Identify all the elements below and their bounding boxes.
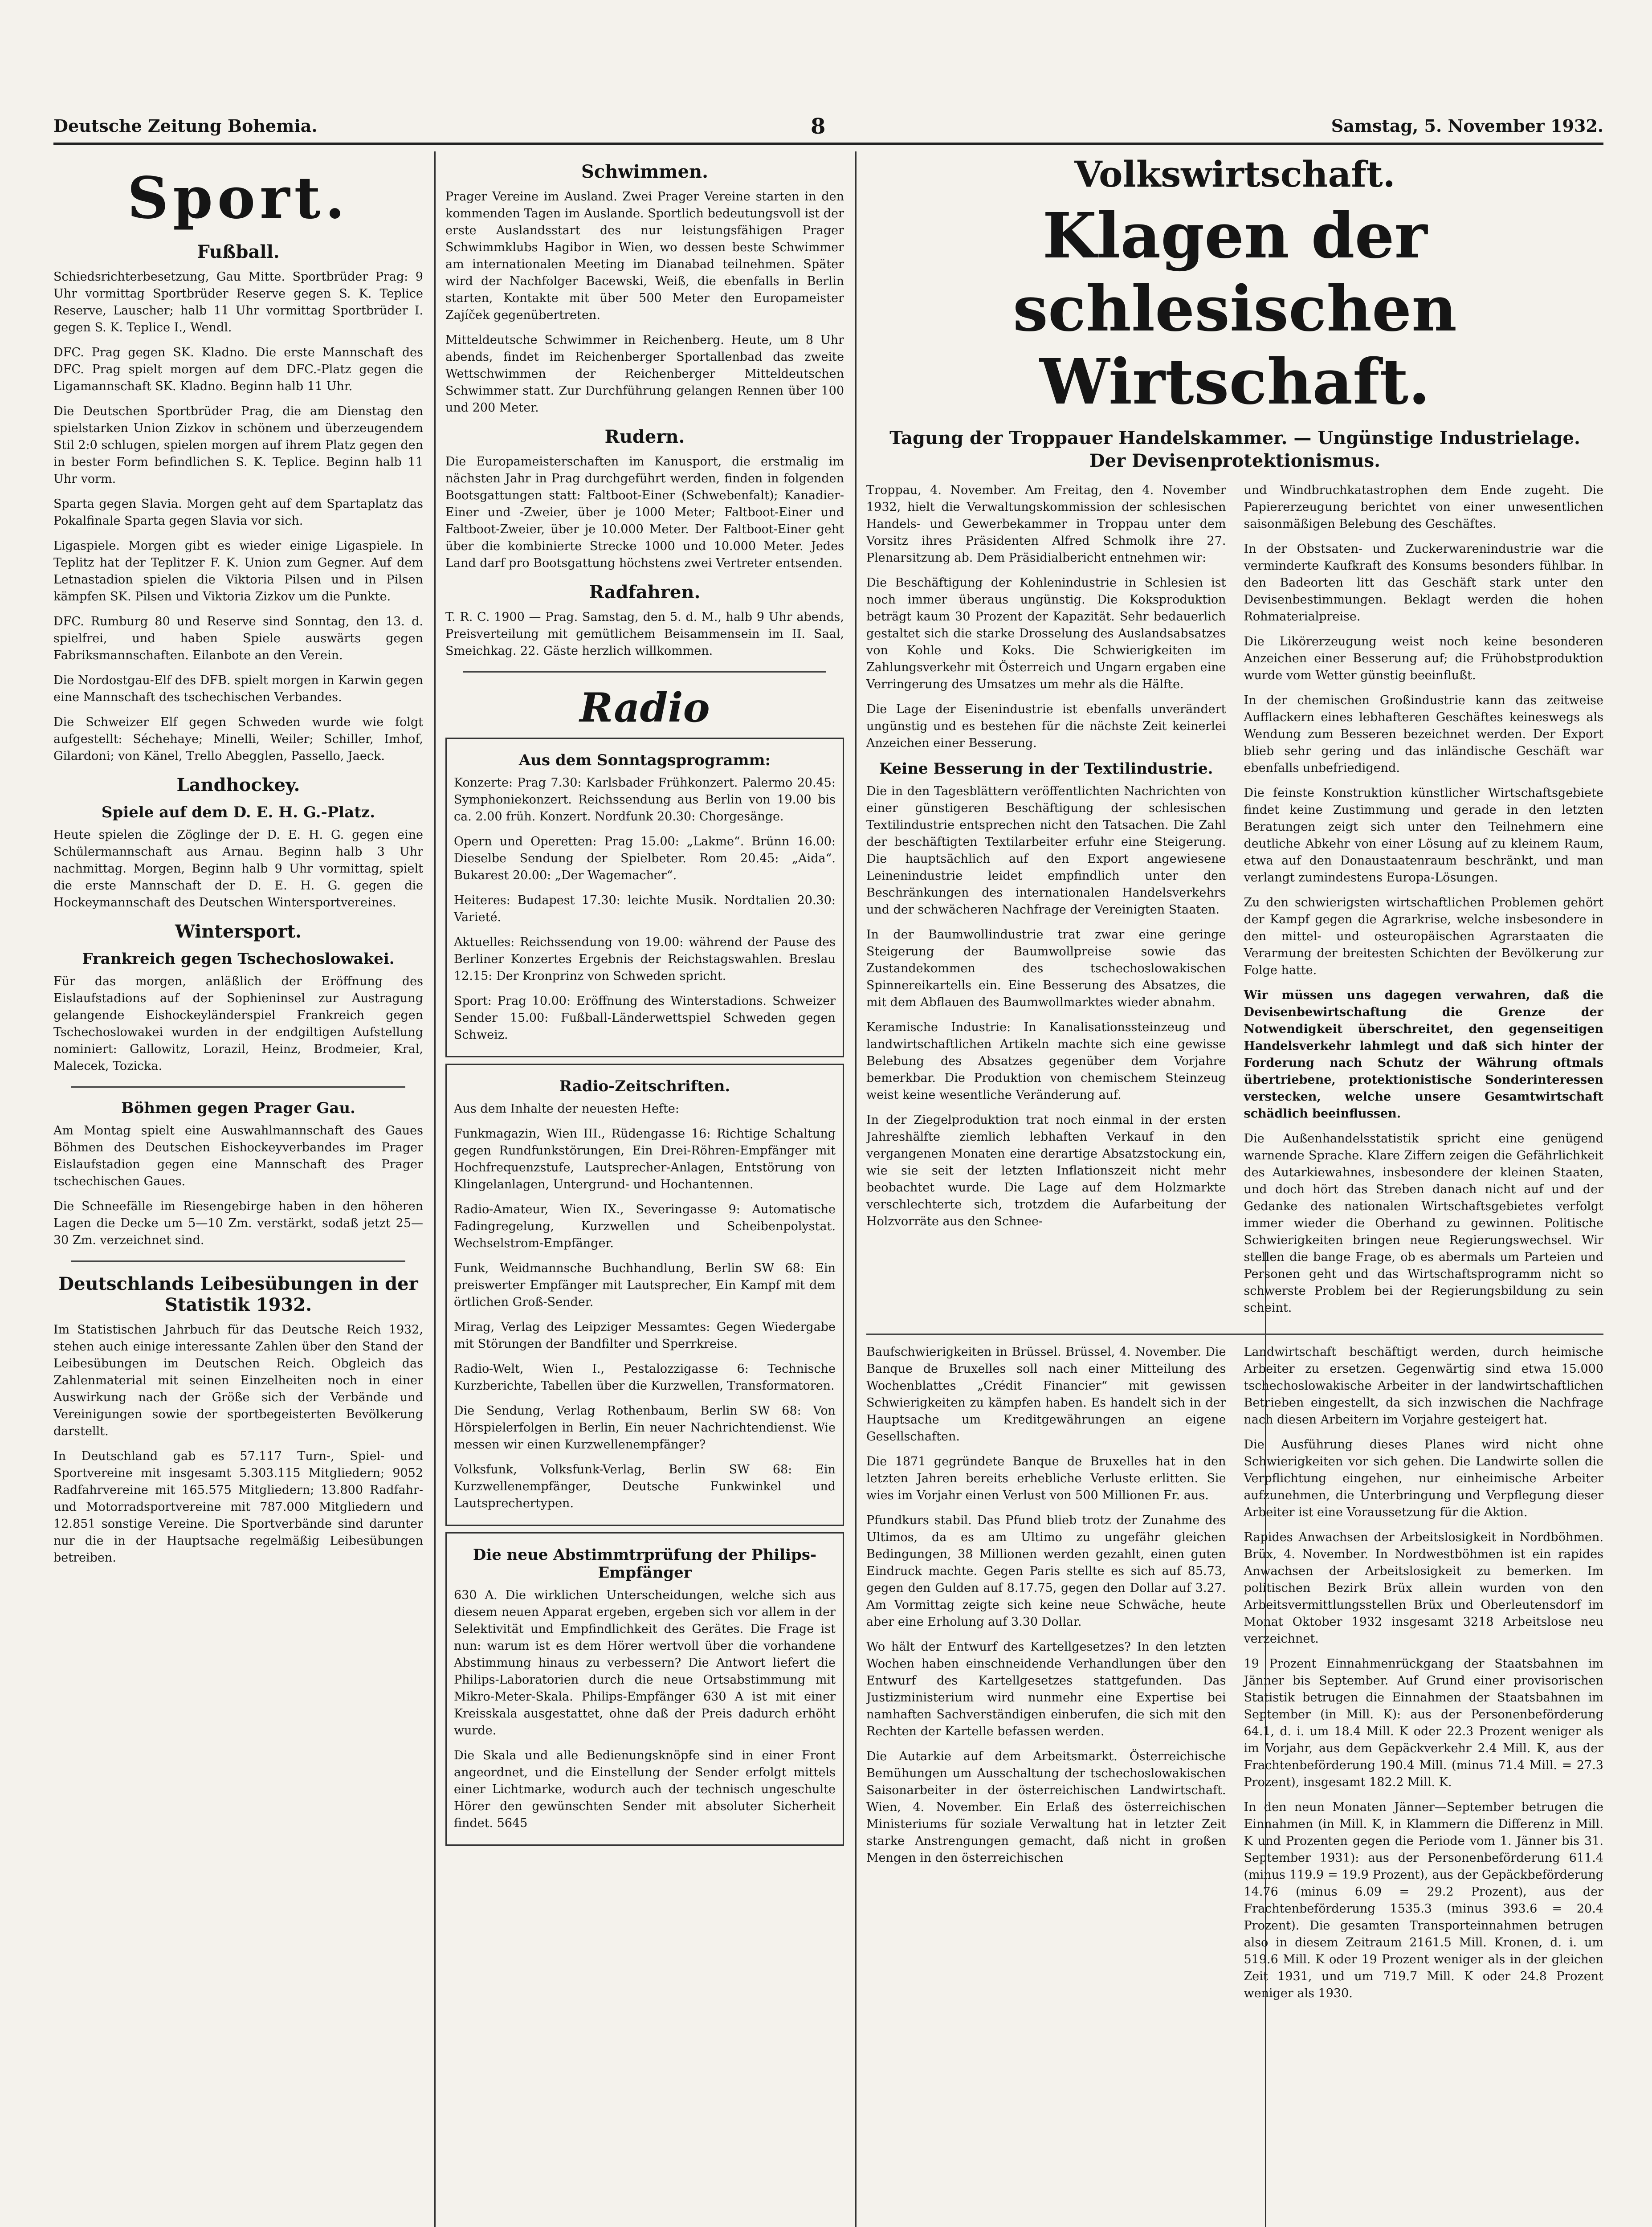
economy-subheadline: Tagung der Troppauer Handelskammer. — Ungünstige Industrielage. (889, 428, 1580, 449)
article-paragraph: 630 A. Die wirklichen Unterscheidungen, welche sich aus diesem neuen Apparat ergeben, ergeben sich vor allem in der Selektivität und Empfindlichkeit des Gerätes. Die Frage ist nun: warum ist es dem Hörer wertvoll über die vorhandene Abstimmung hinaus zu verbessern? Die Antwort liefert die Philips-Laboratorien durch die neue Ortsabstimmung mit Mikro-Meter-Skala. Philips-Empfänger 630 A ist mit einer Kreisskala ausgestattet, ohne daß der Preis dadurch erhöht wurde. (454, 1588, 836, 1738)
wintersport-heading: Wintersport. (175, 921, 302, 942)
sunday-program-box (445, 738, 844, 1057)
article-paragraph: Mitteldeutsche Schwimmer in Reichenberg. Heute, um 8 Uhr abends, findet im Reichenberger Sportallenbad das zweite Wettschwimmen der Reichenberger Mitteldeutschen Schwimmer statt. Zur Durchführung gelangen Rennen über 100 und 200 Meter. (445, 333, 844, 415)
magazine-entry: Radio-Amateur, Wien IX., Severingasse 9: Automatische Fadingregelung, Kurzwellen und Scheibenpolystat. Wechselstrom-Empfänger. (454, 1203, 836, 1250)
textil-heading: Keine Besserung in der Textilindustrie. (879, 760, 1213, 778)
newspaper-name: Deutsche Zeitung Bohemia. (53, 116, 318, 136)
article-bold-paragraph: Wir müssen uns dagegen verwahren, daß die Devisenbewirtschaftung die Grenze der Notwendigkeit überschreitet, den gegenseitigen Handelsverkehr lahmlegt und daß sich hinter der Forderung nach Schutz der Währung oftmals übertriebene, protektionistische Sonderinteressen verstecken, welche unsere Gesamtwirtschaft schädlich beeinflussen. (1244, 988, 1603, 1121)
page-header (53, 116, 1603, 143)
radfahren-heading: Radfahren. (589, 582, 701, 603)
divider (463, 671, 826, 673)
news-item: Rapides Anwachsen der Arbeitslosigkeit in Nordböhmen. Brüx, 4. November. In Nordwestböhmen ist ein rapides Anwachsen der Arbeitslosigkeit zu bemerken. Im politischen Bezirk Brüx allein wurden von den Arbeitsvermittlungsstellen Brüx und Oberleutensdorf im Monat Oktober 1932 insgesamt 3218 Arbeitslose neu verzeichnet. (1244, 1530, 1603, 1646)
news-item: Wo hält der Entwurf des Kartellgesetzes? In den letzten Wochen haben einschneidende Verhandlungen über den Entwurf des Kartellgesetzes stattgefunden. Das Justizministerium wird nunmehr eine Expertise bei namhaften Sachverständigen einberufen, die sich mit den Rechten der Kartelle befassen werden. (866, 1640, 1226, 1738)
article-paragraph: Die Europameisterschaften im Kanusport, die erstmalig im nächsten Jahr in Prag durchgeführt werden, finden in folgenden Bootsgattungen statt: Faltboot-Einer (Schwebenfalt); Kanadier-Einer und -Zweier, über je 1000 Meter; Faltboot-Einer und Faltboot-Zweier, über je 10.000 Meter. Der Faltboot-Einer geht über die kombinierte Strecke 1000 und 10.000 Meter. Jedes Land darf pro Bootsgattung höchstens zwei Vertreter entsenden. (445, 455, 844, 570)
article-paragraph: Sparta gegen Slavia. Morgen geht auf dem Spartaplatz das Pokalfinale Sparta gegen Slavia vor sich. (53, 497, 423, 528)
economy-news-col (1244, 1344, 1604, 2010)
article-paragraph: T. R. C. 1900 — Prag. Samstag, den 5. d. M., halb 9 Uhr abends, Preisverteilung mit gemütlichem Beisammensein im II. Saal, Smeichkag. 22. Gäste herzlich willkommen. (445, 610, 844, 658)
header-rule (53, 143, 1603, 145)
article-paragraph: DFC. Rumburg 80 und Reserve sind Sonntag, den 13. d. spielfrei, und haben Spiele auswärts gegen Fabriksmannschaften. Eilanbote an den Verein. (53, 615, 423, 662)
article-paragraph: Keramische Industrie: In Kanalisationssteinzeug und landwirtschaftlichen Artikeln machte sich eine gewisse Belebung des Absatzes gegenüber dem Vorjahre bemerkbar. Die Produktion von chemischem Steinzeug weist keine wesentliche Veränderung auf. (866, 1020, 1226, 1102)
article-paragraph: In der Ziegelproduktion trat noch einmal in der ersten Jahreshälfte ziemlich lebhaften Verkauf in den vergangenen Monaten eine derartige Absatzstockung ein, wie sie seit der letzten Inflationszeit nicht mehr beobachtet wurde. Die Lage auf dem Holzmarkte verschlechterte sich, trotzdem die Aufarbeitung der Holzvorräte aus den Schnee- (866, 1113, 1226, 1228)
article-paragraph: In der Baumwollindustrie trat zwar eine geringe Steigerung der Baumwollpreise sowie das Zustandekommen des tschechoslowakischen Spinnereikartells ein. Eine Besserung des Absatzes, die mit dem Abflauen des Baumwollmarktes wieder abnahm. (866, 928, 1226, 1009)
divider (71, 1086, 405, 1088)
schwimmen-heading: Schwimmen. (581, 161, 709, 182)
gau-heading: Böhmen gegen Prager Gau. (121, 1099, 355, 1117)
article-paragraph: Die Außenhandelsstatistik spricht eine genügend warnende Sprache. Klare Ziffern zeigen die Gefährlichkeit des Autarkiewahnes, insbesondere der kleinen Staaten, und doch hört das Streben danach nicht auf und der Gedanke des nationalen Wirtschaftsgebietes verfolgt immer wieder die Oberhand zu gewinnen. Politische Schwierigkeiten bringen neue Regierungswechsel. Wir stellen die bange Frage, ob es abermals um Parteien und Personen geht und das Wirtschaftsprogramm nicht so schwerste Problem bei der Regierungsbildung zu sein scheint. (1244, 1132, 1603, 1315)
landhockey-heading: Landhockey. (176, 775, 300, 795)
radio-magazines-box (445, 1064, 844, 1526)
economy-article-col (1244, 482, 1604, 1325)
economy-news (866, 1344, 1603, 2010)
radio-heading: Radio (579, 684, 710, 731)
column-divider (434, 151, 436, 2227)
article-paragraph: Die Nordostgau-Elf des DFB. spielt morgen in Karwin gegen eine Mannschaft des tschechischen Verbandes. (53, 673, 423, 704)
divider (71, 1260, 405, 1262)
column-divider (855, 151, 857, 2227)
rudern-heading: Rudern. (604, 426, 685, 447)
news-item: 19 Prozent Einnahmenrückgang der Staatsbahnen im Jänner bis September. Auf Grund einer provisorischen Statistik betrugen die Einnahmen der Staatsbahnen im September (in Mill. K): aus der Personenbeförderung 64.1, d. i. um 18.4 Mill. K oder 22.3 Prozent weniger als im Vorjahr, aus dem Gepäckverkehr 2.4 Mill. K, aus der Frachtenbeförderung 190.4 Mill. (minus 71.4 Mill. = 27.3 Prozent), insgesamt 182.2 Mill. K. (1244, 1657, 1603, 1789)
zeitschriften-subheading: Aus dem Inhalte der neuesten Hefte: (454, 1102, 679, 1116)
magazine-entry: Radio-Welt, Wien I., Pestalozzigasse 6: Technische Kurzberichte, Tabellen über die Kurzwellen, Transformatoren. (454, 1362, 836, 1393)
article-paragraph: Troppau, 4. November. Am Freitag, den 4. November 1932, hielt die Verwaltungskommission der schlesischen Handels- und Gewerbekammer in Troppau unter dem Vorsitz ihres Präsidenten Alfred Schmolk ihre 27. Plenarsitzung ab. Dem Präsidialbericht entnehmen wir: (866, 483, 1226, 565)
issue-date: Samstag, 5. November 1932. (1331, 116, 1603, 136)
economy-section-title: Volkswirtschaft. (1074, 153, 1395, 195)
program-entry: Aktuelles: Reichssendung von 19.00: während der Pause des Berliner Konzertes Ergebnis der Reichstagswahlen. Breslau 12.15: Der Kronprinz von Schweden spricht. (454, 935, 836, 983)
landhockey-subheading: Spiele auf dem D. E. H. G.-Platz. (101, 804, 375, 821)
news-item: Landwirtschaft beschäftigt werden, durch heimische Arbeiter zu ersetzen. Gegenwärtig sind etwa 15.000 tschechoslowakische Arbeiter in der landwirtschaftlichen Betrieben eingestellt, da sich inzwischen die Nachfrage nach diesen Arbeitern im Vorjahre gesteigert hat. (1244, 1345, 1603, 1427)
news-item: In den neun Monaten Jänner—September betrugen die Einnahmen (in Mill. K, in Klammern die Differenz in Mill. K und Prozenten gegen die Periode vom 1. Jänner bis 31. September 1931): aus der Personenbeförderung 611.4 (minus 119.9 = 19.9 Prozent), aus der Gepäckbeförderung 14.76 (minus 6.09 = 29.2 Prozent), aus der Frachtenbeförderung 1535.3 (minus 393.6 = 20.4 Prozent). Die gesamten Transporteinnahmen betrugen also in diesem Zeitraum 2161.5 Mill. Kronen, d. i. um 519.6 Mill. K oder 19 Prozent weniger als in der gleichen Zeit 1931, und um 719.7 Mill. K oder 24.8 Prozent weniger als 1930. (1244, 1800, 1603, 2000)
news-item: Die Autarkie auf dem Arbeitsmarkt. Österreichische Bemühungen um Ausschaltung der tschechoslowakischen Saisonarbeiter in der österreichischen Landwirtschaft. Wien, 4. November. Ein Erlaß des österreichischen Ministeriums für soziale Verwaltung hat in letzter Zeit starke Anstrengungen gemacht, daß nicht in großen Mengen in den österreichischen (866, 1750, 1226, 1865)
fussball-heading: Fußball. (197, 241, 280, 262)
article-paragraph: Prager Vereine im Ausland. Zwei Prager Vereine starten in den kommenden Tagen im Auslande. Sportlich bedeutungsvoll ist der erste Auslandsstart des nur leistungsfähigen Prager Schwimmklubs Hagibor in Wien, wo dessen beste Schwimmer am internationalen Meeting im Dianabad teilnehmen. Später wird der Nachfolger Bacewski, Weiß, die ebenfalls in Berlin starten, Kontakte mit über 500 Meter den Europameister Zajíček gegenübertreten. (445, 190, 844, 322)
economy-headline: Klagen der schlesischen Wirtschaft. (1013, 200, 1457, 419)
economy-lead-article (866, 482, 1603, 1325)
magazine-entry: Mirag, Verlag des Leipziger Messamtes: Gegen Wiedergabe mit Störungen der Bandfilter und Sperrkreise. (454, 1320, 836, 1351)
program-entry: Heiteres: Budapest 17.30: leichte Musik. Nordtalien 20.30: Varieté. (454, 893, 836, 924)
sport-radio-column (445, 151, 844, 2227)
program-heading: Aus dem Sonntagsprogramm: (518, 751, 771, 769)
sport-title: Sport. (127, 165, 350, 232)
article-paragraph: Für das morgen, anläßlich der Eröffnung des Eislaufstadions auf der Sophieninsel zur Austragung gelangende Eishockeyländerspiel Frankreich gegen Tschechoslowakei wurden in der endgiltigen Aufstellung nominiert: Gallowitz, Lorazil, Heinz, Brodmeier, Kral, Malecek, Tozicka. (53, 975, 423, 1073)
zeitschriften-heading: Radio-Zeitschriften. (559, 1077, 730, 1095)
page-number: 8 (811, 114, 826, 139)
economy-section (866, 151, 1603, 2227)
philips-heading: Die neue Abstimmtrprüfung der Philips-Empfänger (473, 1546, 817, 1582)
article-paragraph: Am Montag spielt eine Auswahlmannschaft des Gaues Böhmen des Deutschen Eishockeyverbandes im Prager Eislaufstadion gegen eine Mannschaft des Prager tschechischen Gaues. (53, 1124, 423, 1188)
article-paragraph: Im Statistischen Jahrbuch für das Deutsche Reich 1932, stehen auch einige interessante Zahlen über den Stand der Leibesübungen im Deutschen Reich. Obgleich das Zahlenmaterial mit seinen Einzelheiten noch in einer Auswirkung nach der Größe sich der Verbände und Vereinigungen sowie der sportbegeisterten Bevölkerung darstellt. (53, 1323, 423, 1438)
sport-column (53, 151, 423, 2227)
article-paragraph: In Deutschland gab es 57.117 Turn-, Spiel- und Sportvereine mit insgesamt 5.303.115 Mitgliedern; 9052 Radfahrvereine mit 165.575 Mitgliedern; 13.800 Radfahr- und Motorradsportvereine mit 787.000 Mitgliedern und 12.851 sonstige Vereine. Die Sportverbände sind darunter nur die in der Hauptsache regelmäßig Leibesübungen betreiben. (53, 1449, 423, 1565)
article-paragraph: Die feinste Konstruktion künstlicher Wirtschaftsgebiete findet keine Zustimmung und gerade in den letzten Beratungen zeigt sich unter den Teilnehmern eine deutliche Abkehr von einer Lösung auf zu kleinem Raum, etwa auf den Donaustaatenraum beschränkt, und man verlangt zumindestens Europa-Lösungen. (1244, 786, 1603, 885)
article-paragraph: Die Deutschen Sportbrüder Prag, die am Dienstag den spielstarken Union Zizkov in schönem und überzeugendem Stil 2:0 schlugen, spielen morgen auf ihrem Platz gegen den in bester Form befindlichen S. K. Teplice. Beginn halb 11 Uhr vorm. (53, 404, 423, 486)
magazine-entry: Die Sendung, Verlag Rothenbaum, Berlin SW 68: Von Hörspielerfolgen in Berlin, Ein neuer Nachrichtendienst. Wie messen wir einen Kurzwellenempfänger? (454, 1404, 836, 1452)
article-paragraph: Die Lage der Eisenindustrie ist ebenfalls unverändert ungünstig und es bestehen für die nächste Zeit keinerlei Anzeichen einer Besserung. (866, 702, 1226, 750)
magazine-entry: Volksfunk, Volksfunk-Verlag, Berlin SW 68: Ein Kurzwellenempfänger, Deutsche Funkwinkel und Lautsprechertypen. (454, 1463, 836, 1510)
philips-advert-box (445, 1532, 844, 1846)
news-item: Baufschwierigkeiten in Brüssel. Brüssel, 4. November. Die Banque de Bruxelles soll nach einer Mitteilung des Wochenblattes „Crédit Financier“ mit gewissen Schwierigkeiten zu kämpfen haben. Es handelt sich in der Hauptsache um Kreditgewährungen an eigene Gesellschaften. (866, 1345, 1226, 1444)
news-item: Die 1871 gegründete Banque de Bruxelles hat in den letzten Jahren bereits erhebliche Verluste erlitten. Sie wies im Vorjahr einen Verlust von 500 Millionen Fr. aus. (866, 1455, 1226, 1502)
divider (866, 1334, 1603, 1335)
article-paragraph: In der Obstsaten- und Zuckerwarenindustrie war die verminderte Kaufkraft des Konsums besonders fühlbar. In den Badeorten litt das Geschäft stark unter den Devisenbestimmungen. Beklagt werden die hohen Rohmaterialpreise. (1244, 542, 1603, 624)
program-entry: Opern und Operetten: Prag 15.00: „Lakme“. Brünn 16.00: Dieselbe Sendung der Spielbeter. Rom 20.45: „Aida“. Bukarest 20.00: „Der Wagemacher“. (454, 835, 836, 882)
economy-subheadline: Der Devisenprotektionismus. (1089, 450, 1381, 471)
economy-news-col (866, 1344, 1226, 2010)
article-paragraph: Schiedsrichterbesetzung, Gau Mitte. Sportbrüder Prag: 9 Uhr vormittag Sportbrüder Reserve gegen S. K. Teplice Reserve, Lauscher; halb 11 Uhr vormittag Sportbrüder I. gegen S. K. Teplice I., Wendl. (53, 270, 423, 334)
article-paragraph: Die Skala und alle Bedienungsknöpfe sind in einer Front angeordnet, und die Einstellung der Sender erfolgt mittels einer Lichtmarke, wodurch auch der technisch ungeschulte Hörer den gewünschten Sender mit absoluter Sicherheit findet. 5645 (454, 1749, 836, 1830)
newspaper-page (53, 89, 1603, 2227)
news-item: Pfundkurs stabil. Das Pfund blieb trotz der Zunahme des Ultimos, da es am Ultimo zu ungefähr gleichen Bedingungen, 38 Millionen werden gezahlt, einen guten Eindruck machte. Gegen Paris stellte es sich auf 85.73, gegen den Gulden auf 8.17.75, gegen den Dollar auf 3.27. Am Vormittag zeigte sich keine neue Schwäche, heute aber eine Erholung auf 3.30 Dollar. (866, 1513, 1226, 1629)
magazine-entry: Funk, Weidmannsche Buchhandlung, Berlin SW 68: Ein preiswerter Empfänger mit Lautsprecher, Ein Kampf mit dem örtlichen Groß-Sender. (454, 1261, 836, 1309)
article-paragraph: Die Schneefälle im Riesengebirge haben in den höheren Lagen die Decke um 5—10 Zm. verstärkt, sodaß jetzt 25—30 Zm. verzeichnet sind. (53, 1199, 423, 1247)
article-paragraph: Heute spielen die Zöglinge der D. E. H. G. gegen eine Schülermannschaft aus Arnau. Beginn halb 3 Uhr nachmittag. Morgen, Beginn halb 9 Uhr vormittag, spielt die erste Mannschaft der D. E. H. G. gegen die Hockeymannschaft des Deutschen Wintersportvereines. (53, 828, 423, 910)
leibesuebungen-heading: Deutschlands Leibesübungen in der Statistik 1932. (58, 1273, 418, 1315)
article-paragraph: und Windbruchkatastrophen dem Ende zugeht. Die Papiererzeugung berichtet von einer unwesentlichen saisonmäßigen Belebung des Geschäftes. (1244, 483, 1603, 531)
article-paragraph: Die Schweizer Elf gegen Schweden wurde wie folgt aufgestellt: Séchehaye; Minelli, Weiler; Schiller, Imhof, Gilardoni; von Känel, Trello Abegglen, Passello, Jaeck. (53, 715, 423, 763)
article-paragraph: Die Likörerzeugung weist noch keine besonderen Anzeichen einer Besserung auf; die Frühobstproduktion wurde vom Wetter günstig beeinflußt. (1244, 635, 1603, 682)
article-paragraph: Die in den Tagesblättern veröffentlichten Nachrichten von einer günstigeren Beschäftigung der schlesischen Textilindustrie entsprechen nicht den Tatsachen. Die Zahl der beschäftigten Textilarbeiter erfuhr eine Steigerung. Die hauptsächlich auf den Export angewiesene Leinenindustrie leidet empfindlich unter den Beschränkungen des internationalen Handelsverkehrs und der schwächeren Nachfrage der Vereinigten Staaten. (866, 784, 1226, 917)
article-paragraph: Ligaspiele. Morgen gibt es wieder einige Ligaspiele. In Teplitz hat der Teplitzer F. K. Union zum Gegner. Auf dem Letnastadion spielen die Viktoria Pilsen und in Pilsen kämpfen SK. Pilsen und Viktoria Zizkov um die Punkte. (53, 539, 423, 604)
article-paragraph: Die Beschäftigung der Kohlenindustrie in Schlesien ist noch immer überaus ungünstig. Die Koksproduktion beträgt kaum 30 Prozent der Kapazität. Sehr bedauerlich gestaltet sich die starke Drosselung des Auslandsabsatzes von Kohle und Koks. Die Schwierigkeiten im Zahlungsverkehr mit Österreich und Ungarn ergaben eine Verringerung des Umsatzes um mehr als die Hälfte. (866, 576, 1226, 691)
wintersport-subheading: Frankreich gegen Tschechoslowakei. (82, 950, 395, 968)
magazine-entry: Funkmagazin, Wien III., Rüdengasse 16: Richtige Schaltung gegen Rundfunkstörungen, Ein Drei-Röhren-Empfänger mit Hochfrequenzstufe, Lautsprecher-Anlagen, Entstörung von Klingelanlagen, Untergrund- und Hochantennen. (454, 1127, 836, 1191)
article-paragraph: In der chemischen Großindustrie kann das zeitweise Aufflackern eines lebhafteren Geschäftes keineswegs als Wendung zum Besseren bezeichnet werden. Der Export blieb sehr gering und das inländische Geschäft war ebenfalls unbefriedigend. (1244, 693, 1603, 775)
program-entry: Konzerte: Prag 7.30: Karlsbader Frühkonzert. Palermo 20.45: Symphoniekonzert. Reichssendung aus Berlin von 19.00 bis ca. 2.00 früh. Konzert. Nordfunk 20.30: Chorgesänge. (454, 776, 836, 824)
news-item: Die Ausführung dieses Planes wird nicht ohne Schwierigkeiten vor sich gehen. Die Landwirte sollen die Verpflichtung eingehen, nur einheimische Arbeiter aufzunehmen, die Unterbringung und Verpflegung dieser Arbeiter ist eine Voraussetzung für die Aktion. (1244, 1438, 1603, 1519)
program-entry: Sport: Prag 10.00: Eröffnung des Winterstadions. Schweizer Sender 15.00: Fußball-Länderwettspiel Schweden gegen Schweiz. (454, 994, 836, 1042)
article-paragraph: Zu den schwierigsten wirtschaftlichen Problemen gehört der Kampf gegen die Agrarkrise, welche insbesondere in den mittel- und osteuropäischen Agrarstaaten die Verarmung der breitesten Schichten der Bevölkerung zur Folge hatte. (1244, 896, 1603, 977)
economy-article-col (866, 482, 1226, 1325)
article-paragraph: DFC. Prag gegen SK. Kladno. Die erste Mannschaft des DFC. Prag spielt morgen auf dem DFC.-Platz gegen die Ligamannschaft SK. Kladno. Beginn halb 11 Uhr. (53, 346, 423, 393)
